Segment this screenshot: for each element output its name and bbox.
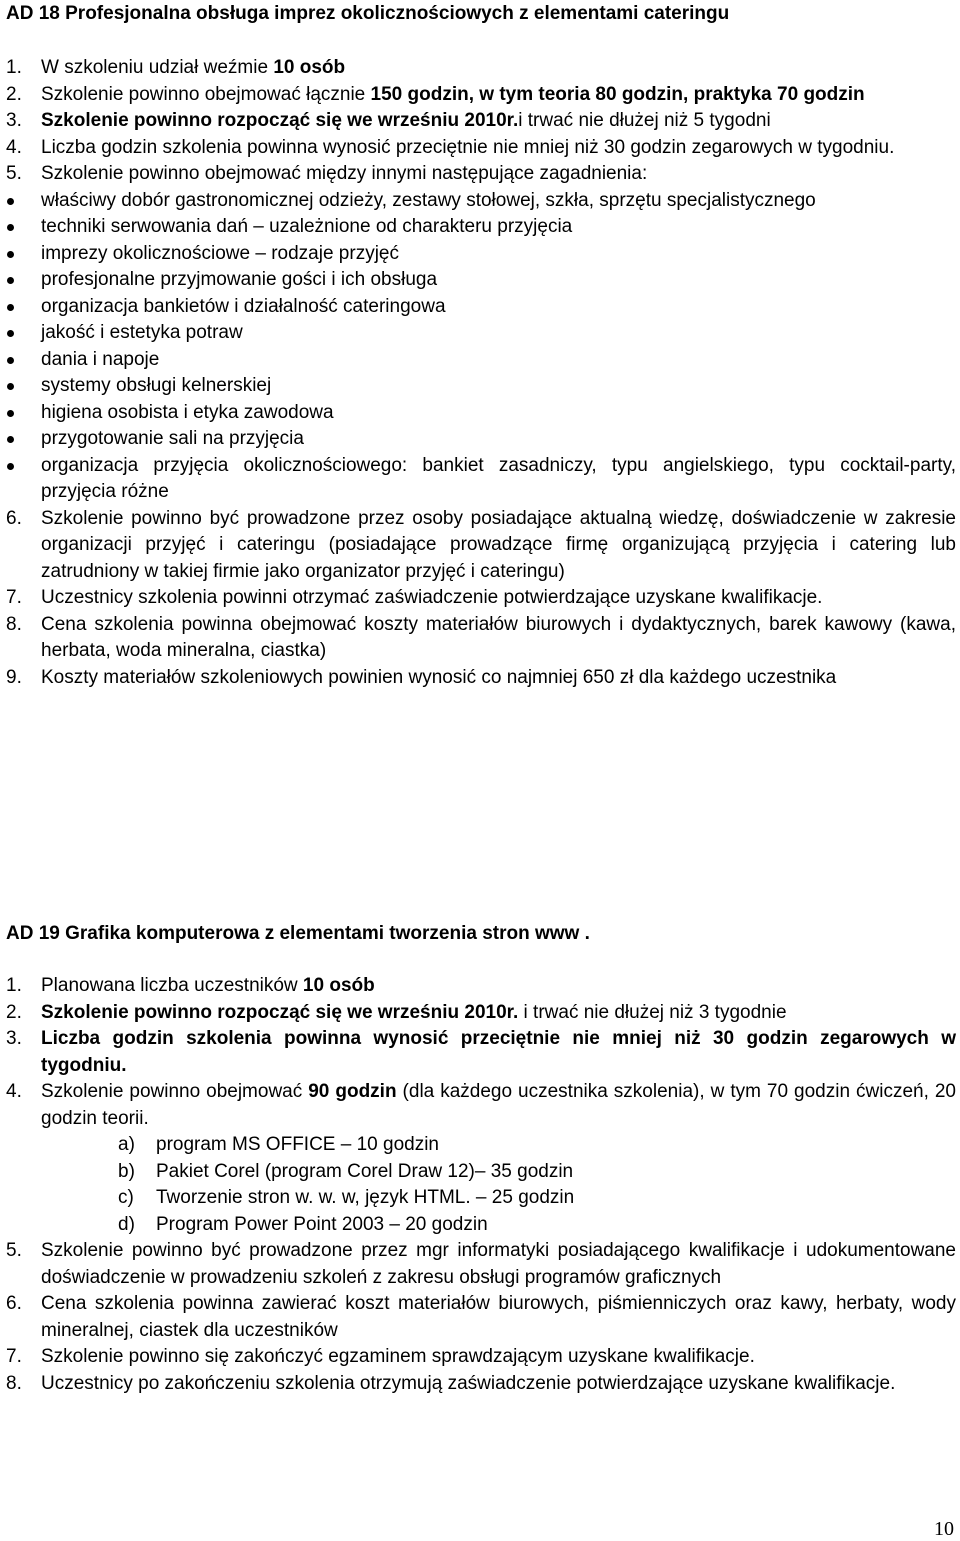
bullet-item (6, 426, 956, 453)
bullet-text: jakość i estetyka potraw (41, 322, 243, 343)
item-text: Cena szkolenia powinna obejmować koszty materiałów biurowych i dydaktycznych, barek kawowy (kawa, herbata, woda mineralna, ciastka) (41, 613, 956, 661)
bullet-icon (7, 463, 14, 470)
item-text: i trwać nie dłużej niż 5 tygodni (518, 110, 771, 131)
bullet-text: przygotowanie sali na przyjęcia (41, 428, 304, 449)
list-item (6, 973, 956, 1000)
bullet-item (6, 214, 956, 241)
item-text: Szkolenie powinno obejmować łącznie (41, 83, 371, 105)
item-text: Uczestnicy szkolenia powinni otrzymać zaświadczenie potwierdzające uzyskane kwalifikacje. (41, 587, 823, 608)
bullet-text: techniki serwowania dań – uzależnione od charakteru przyjęcia (41, 216, 573, 237)
bullet-icon (7, 251, 14, 258)
item-text: Cena szkolenia powinna zawierać koszt materiałów biurowych, piśmienniczych oraz kawy, herbaty, wody mineralnej, ciastek dla uczestników (41, 1293, 956, 1341)
sub-item-text: Tworzenie stron w. w. w, język HTML. – 25 godzin (156, 1187, 575, 1208)
bullet-item (6, 453, 956, 506)
item-text-bold: Szkolenie powinno rozpocząć się we wrześniu 2010r. (41, 110, 519, 131)
sub-item (6, 1185, 956, 1212)
bullet-text: organizacja bankietów i działalność cateringowa (41, 295, 446, 317)
sub-item-label: c) (118, 1187, 134, 1208)
bullet-item (6, 347, 956, 374)
bullet-text: higiena osobista i etyka zawodowa (41, 401, 334, 423)
sub-item-text: Program Power Point 2003 – 20 godzin (156, 1213, 488, 1235)
list-item (6, 612, 956, 665)
list-item (6, 665, 956, 692)
bullet-text: imprezy okolicznościowe – rodzaje przyjęć (41, 242, 399, 264)
bullet-item (6, 241, 956, 268)
sub-item (6, 1212, 956, 1239)
sub-item-text: program MS OFFICE – 10 godzin (156, 1134, 439, 1155)
sub-item (6, 1159, 956, 1186)
item-text: (dla każdego uczestnika szkolenia), w tym 70 godzin ćwiczeń, 20 godzin teorii. (41, 1081, 956, 1129)
list-item (6, 585, 956, 612)
list-item (6, 108, 956, 135)
bullet-text: organizacja przyjęcia okolicznościowego: bankiet zasadniczy, typu angielskiego, typu cocktail-party, przyjęcia różne (41, 454, 956, 502)
sub-item-text: Pakiet Corel (program Corel Draw 12)– 35 godzin (156, 1160, 574, 1182)
list-item (6, 1344, 956, 1371)
page-number: 10 (934, 1518, 954, 1540)
item-number: 8. (6, 613, 22, 635)
list-item (6, 55, 956, 82)
item-text: W szkoleniu udział weźmie (41, 57, 274, 78)
list-item (6, 1238, 956, 1291)
list-item (6, 135, 956, 162)
list-item (6, 1079, 956, 1132)
item-number: 2. (6, 83, 22, 105)
ad18-requirements-list (6, 55, 956, 691)
bullet-item (6, 294, 956, 321)
list-item (6, 1026, 956, 1079)
sub-item-label: d) (118, 1213, 135, 1235)
item-text: Szkolenie powinno obejmować (41, 1081, 309, 1102)
bullet-item (6, 188, 956, 215)
list-item (6, 506, 956, 586)
item-text-bold: Szkolenie powinno rozpocząć się we wrześniu 2010r. (41, 1001, 519, 1023)
item-text: Liczba godzin szkolenia powinna wynosić przeciętnie nie mniej niż 30 godzin zegarowych w tygodniu. (41, 136, 895, 158)
bullet-icon (7, 383, 14, 390)
item-number: 1. (6, 975, 22, 996)
item-number: 6. (6, 1293, 22, 1314)
bullet-text: systemy obsługi kelnerskiej (41, 375, 272, 396)
ad19-requirements-list (6, 973, 956, 1397)
bullet-text: właściwy dobór gastronomicznej odzieży, zestawy stołowej, szkła, sprzętu specjalistycznego (41, 189, 816, 211)
item-number: 5. (6, 1240, 22, 1261)
item-text: Koszty materiałów szkoleniowych powinien wynosić co najmniej 650 zł dla każdego uczestnika (41, 666, 837, 688)
bullet-icon (7, 436, 14, 443)
item-number: 7. (6, 1346, 22, 1367)
item-number: 9. (6, 666, 22, 688)
sub-item-label: b) (118, 1160, 135, 1182)
bullet-item (6, 373, 956, 400)
item-number: 7. (6, 587, 22, 608)
bullet-item (6, 400, 956, 427)
item-number: 3. (6, 110, 22, 131)
item-text: Szkolenie powinno być prowadzone przez mgr informatyki posiadającego kwalifikacje i udokumentowane doświadczenie w prowadzeniu szkoleń z zakresu obsługi programów graficznych (41, 1240, 956, 1288)
list-item (6, 82, 956, 109)
item-number: 2. (6, 1001, 22, 1023)
list-item (6, 1000, 956, 1027)
bullet-item (6, 267, 956, 294)
bullet-icon (7, 304, 14, 311)
bullet-item (6, 320, 956, 347)
item-text: Planowana liczba uczestników (41, 975, 303, 996)
item-text: i trwać nie dłużej niż 3 tygodnie (518, 1001, 787, 1023)
item-number: 1. (6, 57, 22, 78)
item-text-bold: 150 godzin, w tym teoria 80 godzin, praktyka 70 godzin (370, 83, 865, 105)
sub-item-label: a) (118, 1134, 135, 1155)
item-text: Szkolenie powinno być prowadzone przez osoby posiadające aktualną wiedzę, doświadczenie w zakresie organizacji przyjęć i cateringu (posiadające prowadzące firmę organizującą przyjęcia i catering lub zatrudniony w takiej firmie jako organizator przyjęć i cateringu) (41, 507, 956, 582)
section-heading-ad18: AD 18 Profesjonalna obsługa imprez okolicznościowych z elementami cateringu (6, 3, 730, 24)
item-number: 4. (6, 136, 22, 158)
item-text-bold: 10 osób (302, 975, 375, 996)
list-item (6, 1291, 956, 1344)
bullet-text: dania i napoje (41, 348, 160, 370)
bullet-text: profesjonalne przyjmowanie gości i ich obsługa (41, 269, 438, 290)
section-heading-ad19: AD 19 Grafika komputerowa z elementami tworzenia stron www . (6, 923, 590, 944)
bullet-icon (7, 410, 14, 417)
list-item (6, 161, 956, 188)
item-text-bold: 10 osób (273, 57, 346, 78)
item-number: 6. (6, 507, 22, 529)
item-number: 5. (6, 163, 22, 184)
item-text-bold: Liczba godzin szkolenia powinna wynosić przeciętnie nie mniej niż 30 godzin zegarowych w tygodniu. (41, 1028, 956, 1076)
bullet-icon (7, 277, 14, 284)
item-text-bold: 90 godzin (308, 1081, 397, 1102)
item-text: Uczestnicy po zakończeniu szkolenia otrzymują zaświadczenie potwierdzające uzyskane kwalifikacje. (41, 1372, 896, 1394)
item-text: Szkolenie powinno obejmować między innymi następujące zagadnienia: (41, 163, 648, 184)
bullet-icon (7, 198, 14, 205)
sub-item (6, 1132, 956, 1159)
item-number: 4. (6, 1081, 22, 1102)
item-text: Szkolenie powinno się zakończyć egzaminem sprawdzającym uzyskane kwalifikacje. (41, 1346, 755, 1367)
item-number: 3. (6, 1028, 22, 1049)
bullet-icon (7, 224, 14, 231)
bullet-icon (7, 357, 14, 364)
bullet-icon (7, 330, 14, 337)
list-item (6, 1371, 956, 1398)
item-number: 8. (6, 1372, 22, 1394)
